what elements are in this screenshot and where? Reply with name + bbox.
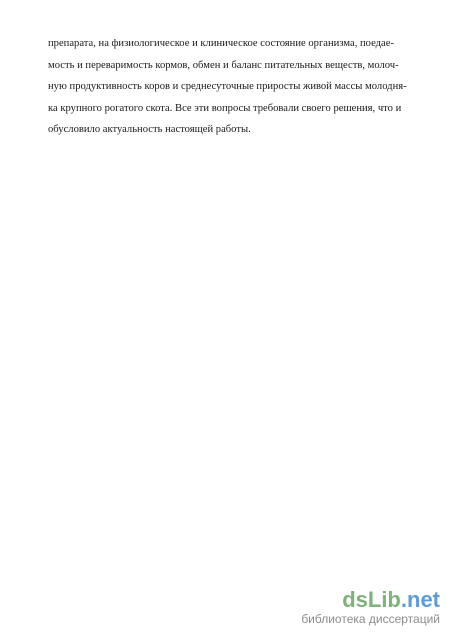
logo-ds: ds bbox=[342, 587, 368, 612]
logo-lib: Lib bbox=[367, 587, 401, 612]
paragraph-line-3: ную продуктивность коров и среднесуточные приросты живой массы молодня- bbox=[48, 81, 407, 93]
watermark-subtitle: библиотека диссертаций bbox=[301, 612, 440, 626]
logo-net: net bbox=[407, 587, 440, 612]
paragraph-line-2: мость и переваримость кормов, обмен и баланс питательных веществ, молоч- bbox=[48, 59, 399, 71]
logo-dot: . bbox=[400, 587, 407, 612]
paragraph-line-5: обусловило актуальность настоящей работы. bbox=[48, 124, 251, 136]
paragraph-line-1: препарата, на физиологическое и клиническое состояние организма, поедае- bbox=[48, 38, 394, 49]
paragraph-line-4: ка крупного рогатого скота. Все эти вопросы требовали своего решения, что и bbox=[48, 102, 402, 114]
dslib-logo bbox=[301, 589, 440, 611]
body-paragraph bbox=[48, 33, 407, 141]
dslib-watermark bbox=[301, 589, 440, 626]
